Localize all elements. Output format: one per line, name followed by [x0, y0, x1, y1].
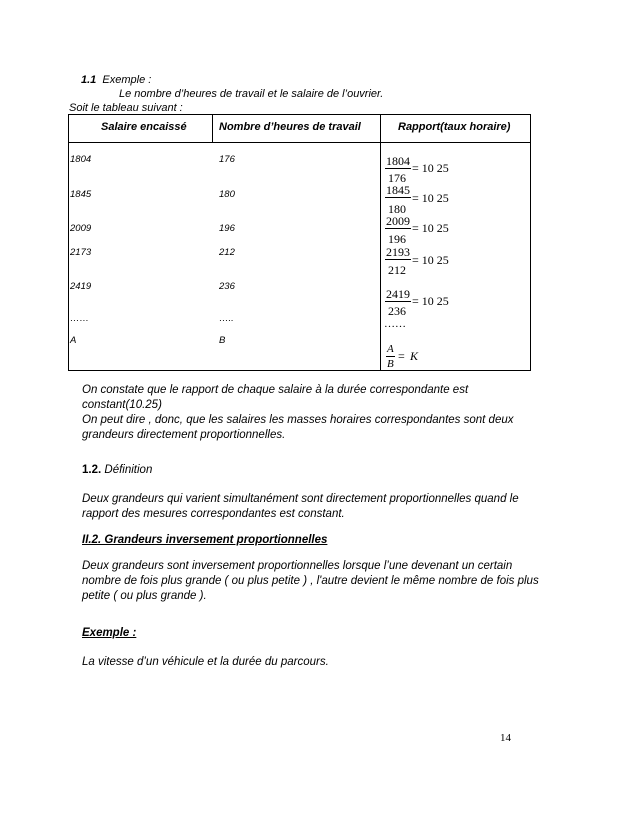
ratio-value: = 10 25 — [412, 161, 449, 175]
ratio-denominator: 180 — [388, 202, 406, 216]
table-cell-heures: 180 — [219, 189, 235, 200]
inverse-heading: II.2. Grandeurs inversement proportionnelles — [82, 534, 328, 546]
ratio-denominator: 212 — [388, 263, 406, 277]
observation-line: grandeurs directement proportionnelles. — [82, 429, 286, 441]
table-cell-heures: B — [219, 335, 226, 346]
table-header-salaire: Salaire encaissé — [101, 121, 187, 133]
inverse-line: nombre de fois plus grande ( ou plus petite ) , l'autre devient le même nombre de fois plus — [82, 575, 539, 587]
table-cell-heures: 176 — [219, 154, 235, 165]
ratio-numerator: 2419 — [386, 287, 410, 301]
table-cell-salaire: 2419 — [70, 281, 92, 292]
ratio-ellipsis: …… — [384, 318, 406, 330]
inverse-line: petite ( ou plus grande ). — [82, 590, 207, 602]
ratio-numerator: A — [387, 343, 394, 355]
table-cell-salaire: 1845 — [70, 189, 92, 200]
ratio-value: = 10 25 — [412, 253, 449, 267]
table-cell-salaire: 2009 — [70, 223, 92, 234]
observation-line: constant(10.25) — [82, 399, 162, 411]
ratio-numerator: 1845 — [386, 183, 410, 197]
ratio-constant: K — [410, 349, 419, 363]
section-number: 1.1 — [81, 74, 97, 86]
ratio-denominator: 196 — [388, 232, 406, 246]
ratio-value: = 10 25 — [412, 294, 449, 308]
table-header-rapport: Rapport(taux horaire) — [398, 121, 511, 133]
ratio-equals: = — [398, 349, 405, 363]
page-number: 14 — [500, 732, 511, 744]
section-intro: Le nombre d’heures de travail et le salaire de l’ouvrier. — [119, 88, 384, 100]
definition-title: Définition — [104, 464, 153, 476]
definition-line: rapport des mesures correspondantes est constant. — [82, 508, 345, 520]
table-cell-salaire: 2173 — [70, 247, 92, 258]
ratio-value: = 10 25 — [412, 221, 449, 235]
ratio-denominator: 236 — [388, 304, 406, 318]
section-title: Exemple : — [102, 74, 152, 86]
definition-heading — [82, 462, 152, 478]
definition-line: Deux grandeurs qui varient simultanément sont directement proportionnelles quand le — [82, 493, 519, 505]
section-lead: Soit le tableau suivant : — [69, 102, 183, 114]
section-heading — [81, 73, 151, 87]
example-heading: Exemple : — [82, 627, 137, 639]
table-cell-heures: 196 — [219, 223, 235, 234]
ratio-denominator: 176 — [388, 171, 406, 185]
table-cell-heures: 236 — [219, 281, 235, 292]
table-cell-salaire: 1804 — [70, 154, 92, 165]
table-cell-heures: ….. — [219, 313, 234, 324]
observation-line: On constate que le rapport de chaque salaire à la durée correspondante est — [82, 384, 469, 396]
inverse-line: Deux grandeurs sont inversement proportionnelles lorsque l’une devenant un certain — [82, 560, 513, 572]
definition-number: 1.2. — [82, 464, 102, 476]
table-cell-salaire: …… — [70, 313, 89, 324]
observation-line: On peut dire , donc, que les salaires les masses horaires correspondantes sont deux — [82, 414, 514, 426]
ratio-value: = 10 25 — [412, 191, 449, 205]
table-header-heures: Nombre d’heures de travail — [219, 121, 361, 133]
ratio-numerator: 2193 — [386, 245, 410, 259]
example-text: La vitesse d’un véhicule et la durée du parcours. — [82, 656, 329, 668]
table-cell-heures: 212 — [219, 247, 235, 258]
table-cell-salaire: A — [70, 335, 77, 346]
ratio-numerator: 2009 — [386, 214, 410, 228]
ratio-numerator: 1804 — [386, 154, 410, 168]
ratio-denominator: B — [387, 358, 394, 370]
